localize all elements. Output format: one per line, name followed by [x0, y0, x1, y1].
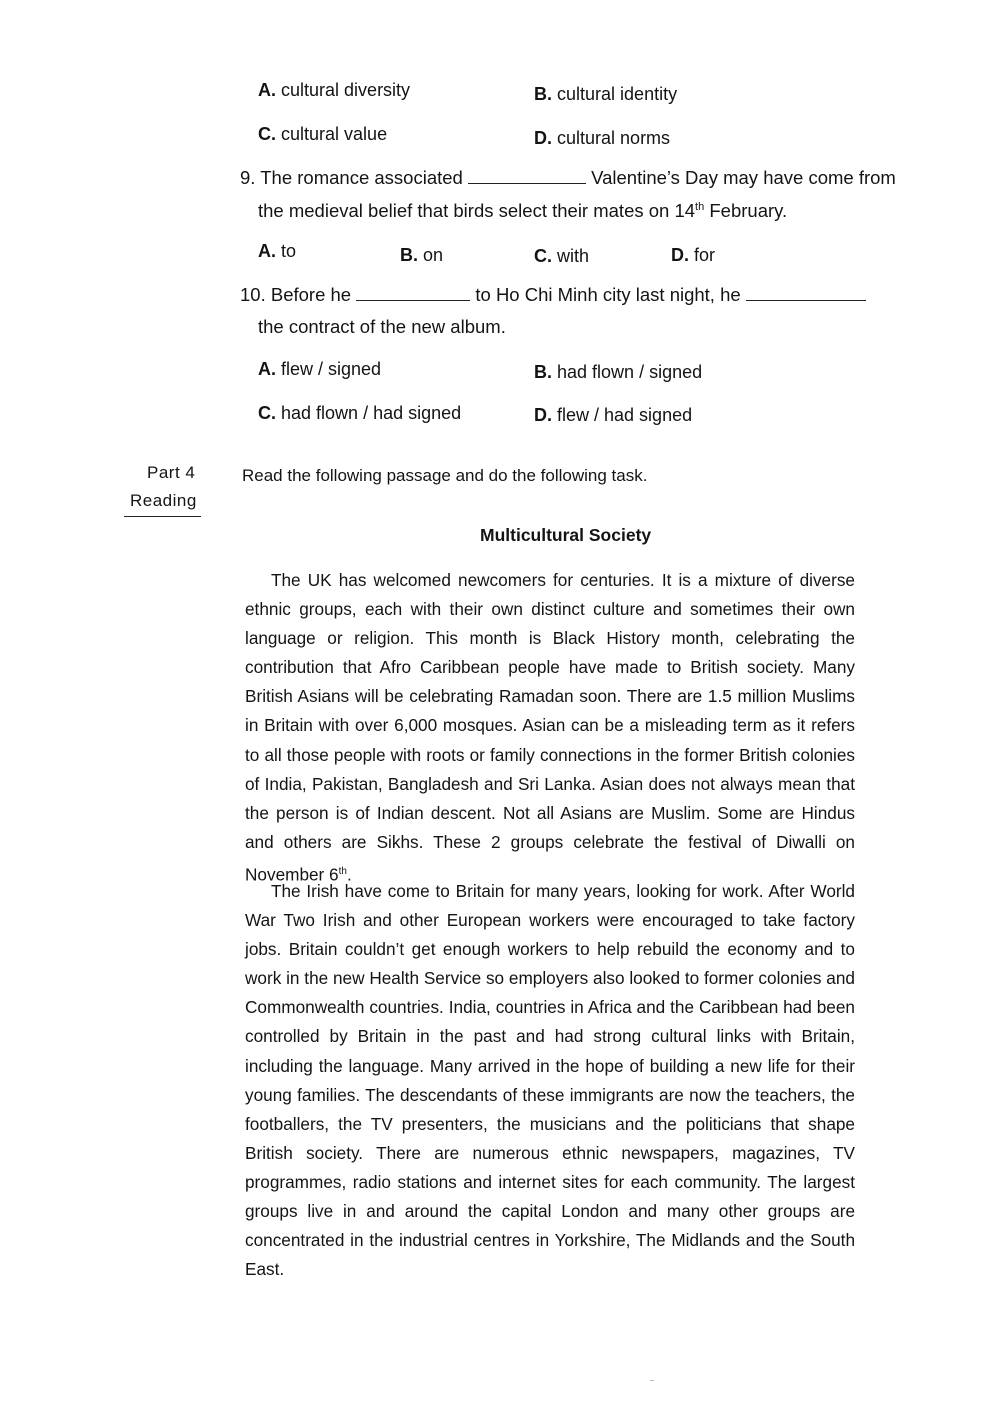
- q9-text-before: The romance associated: [260, 167, 463, 188]
- paragraph-1-superscript: th: [338, 865, 347, 877]
- q9-text-after: Valentine’s Day may have come from: [591, 167, 896, 188]
- q9-option-c[interactable]: [534, 246, 589, 267]
- question-number: 9.: [240, 167, 256, 188]
- option-letter: B.: [534, 362, 552, 382]
- q10-option-d[interactable]: [534, 405, 692, 426]
- q8-option-b[interactable]: [534, 84, 677, 105]
- option-text: cultural value: [281, 124, 388, 144]
- option-letter: C.: [258, 124, 276, 144]
- q10-line1: [240, 284, 866, 306]
- option-letter: D.: [671, 245, 689, 265]
- scan-speck: [650, 1380, 654, 1381]
- option-letter: B.: [534, 84, 552, 104]
- option-text: on: [423, 245, 444, 265]
- option-text: flew / had signed: [557, 405, 693, 425]
- q9-line2-text: the medieval belief that birds select their mates on 14: [258, 200, 696, 221]
- q10-line2: [258, 316, 506, 338]
- passage-paragraph-1: [245, 566, 855, 890]
- passage-title: Multicultural Society: [480, 525, 652, 545]
- q8-option-d[interactable]: [534, 128, 670, 149]
- option-text: flew / signed: [281, 359, 382, 379]
- option-text: for: [694, 245, 716, 265]
- option-text: cultural diversity: [281, 80, 411, 100]
- q9-option-d[interactable]: [671, 245, 715, 266]
- q10-line2-text: the contract of the new album.: [258, 316, 506, 337]
- option-letter: D.: [534, 128, 552, 148]
- q9-blank[interactable]: [468, 169, 586, 184]
- option-letter: A.: [258, 359, 276, 379]
- paragraph-1-end: .: [346, 864, 352, 885]
- q9-line2: [258, 200, 787, 222]
- option-letter: D.: [534, 405, 552, 425]
- q9-line2-end: February.: [704, 200, 788, 221]
- instruction: Read the following passage and do the following task.: [242, 466, 648, 485]
- option-text: cultural identity: [557, 84, 678, 104]
- option-text: cultural norms: [557, 128, 671, 148]
- option-letter: C.: [534, 246, 552, 266]
- q10-text-before: Before he: [270, 284, 352, 305]
- q10-option-a[interactable]: [258, 359, 381, 380]
- passage-paragraph-2: The Irish have come to Britain for many years, looking for work. After World War Two Irish and other European workers were encouraged to take factory jobs. Britain couldn’t get enough workers to help rebuild the economy and to work in the new Health Service so employers also looked to former colonies and Commonwealth countries. India, countries in Africa and the Caribbean had been controlled by Britain in the past and had strong cultural links with Britain, including the language. Many arrived in the hope of building a new life for their young families. The descendants of these immigrants are now the teachers, the footballers, the TV presenters, the musicians and the politicians that shape British society. There are numerous ethnic newspapers, magazines, TV programmes, radio stations and internet sites for each community. The largest groups live in and around the capital London and many other groups are concentrated in the industrial centres in Yorkshire, The Midlands and the South East.: [245, 881, 855, 1280]
- option-letter: B.: [400, 245, 418, 265]
- option-letter: A.: [258, 80, 276, 100]
- q8-option-a[interactable]: [258, 80, 410, 101]
- q10-option-b[interactable]: [534, 362, 702, 383]
- section-underline: [124, 516, 201, 517]
- q10-blank-2[interactable]: [746, 286, 866, 301]
- option-text: with: [557, 246, 590, 266]
- paragraph-1-text: The UK has welcomed newcomers for centuries. It is a mixture of diverse ethnic groups, each with their own distinct culture and sometimes their own language or religion. This month is Black History month, celebrating the contribution that Afro Caribbean people have made to British society. Many British Asians will be celebrating Ramadan soon. There are 1.5 million Muslims in Britain with over 6,000 mosques. Asian can be a misleading term as it refers to all those people with roots or family connections in the former British colonies of India, Pakistan, Bangladesh and Sri Lanka. Asian does not always mean that the person is of Indian descent. Not all Asians are Muslim. Some are Hindus and others are Sikhs. These 2 groups celebrate the festival of Diwalli on November 6: [245, 570, 855, 885]
- q9-superscript: th: [695, 200, 705, 213]
- q10-blank-1[interactable]: [356, 286, 470, 301]
- q8-option-c[interactable]: [258, 124, 387, 145]
- q9-option-a[interactable]: [258, 241, 296, 262]
- q10-text-middle: to Ho Chi Minh city last night, he: [475, 284, 741, 305]
- q9-option-b[interactable]: [400, 245, 443, 266]
- section-label: Reading: [130, 491, 197, 510]
- option-text: had flown / signed: [557, 362, 703, 382]
- option-letter: C.: [258, 403, 276, 423]
- q10-option-c[interactable]: [258, 403, 461, 424]
- option-letter: A.: [258, 241, 276, 261]
- question-number: 10.: [240, 284, 266, 305]
- option-text: had flown / had signed: [281, 403, 462, 423]
- q9-line1: [240, 167, 896, 189]
- part-label: Part 4: [147, 463, 196, 482]
- option-text: to: [281, 241, 297, 261]
